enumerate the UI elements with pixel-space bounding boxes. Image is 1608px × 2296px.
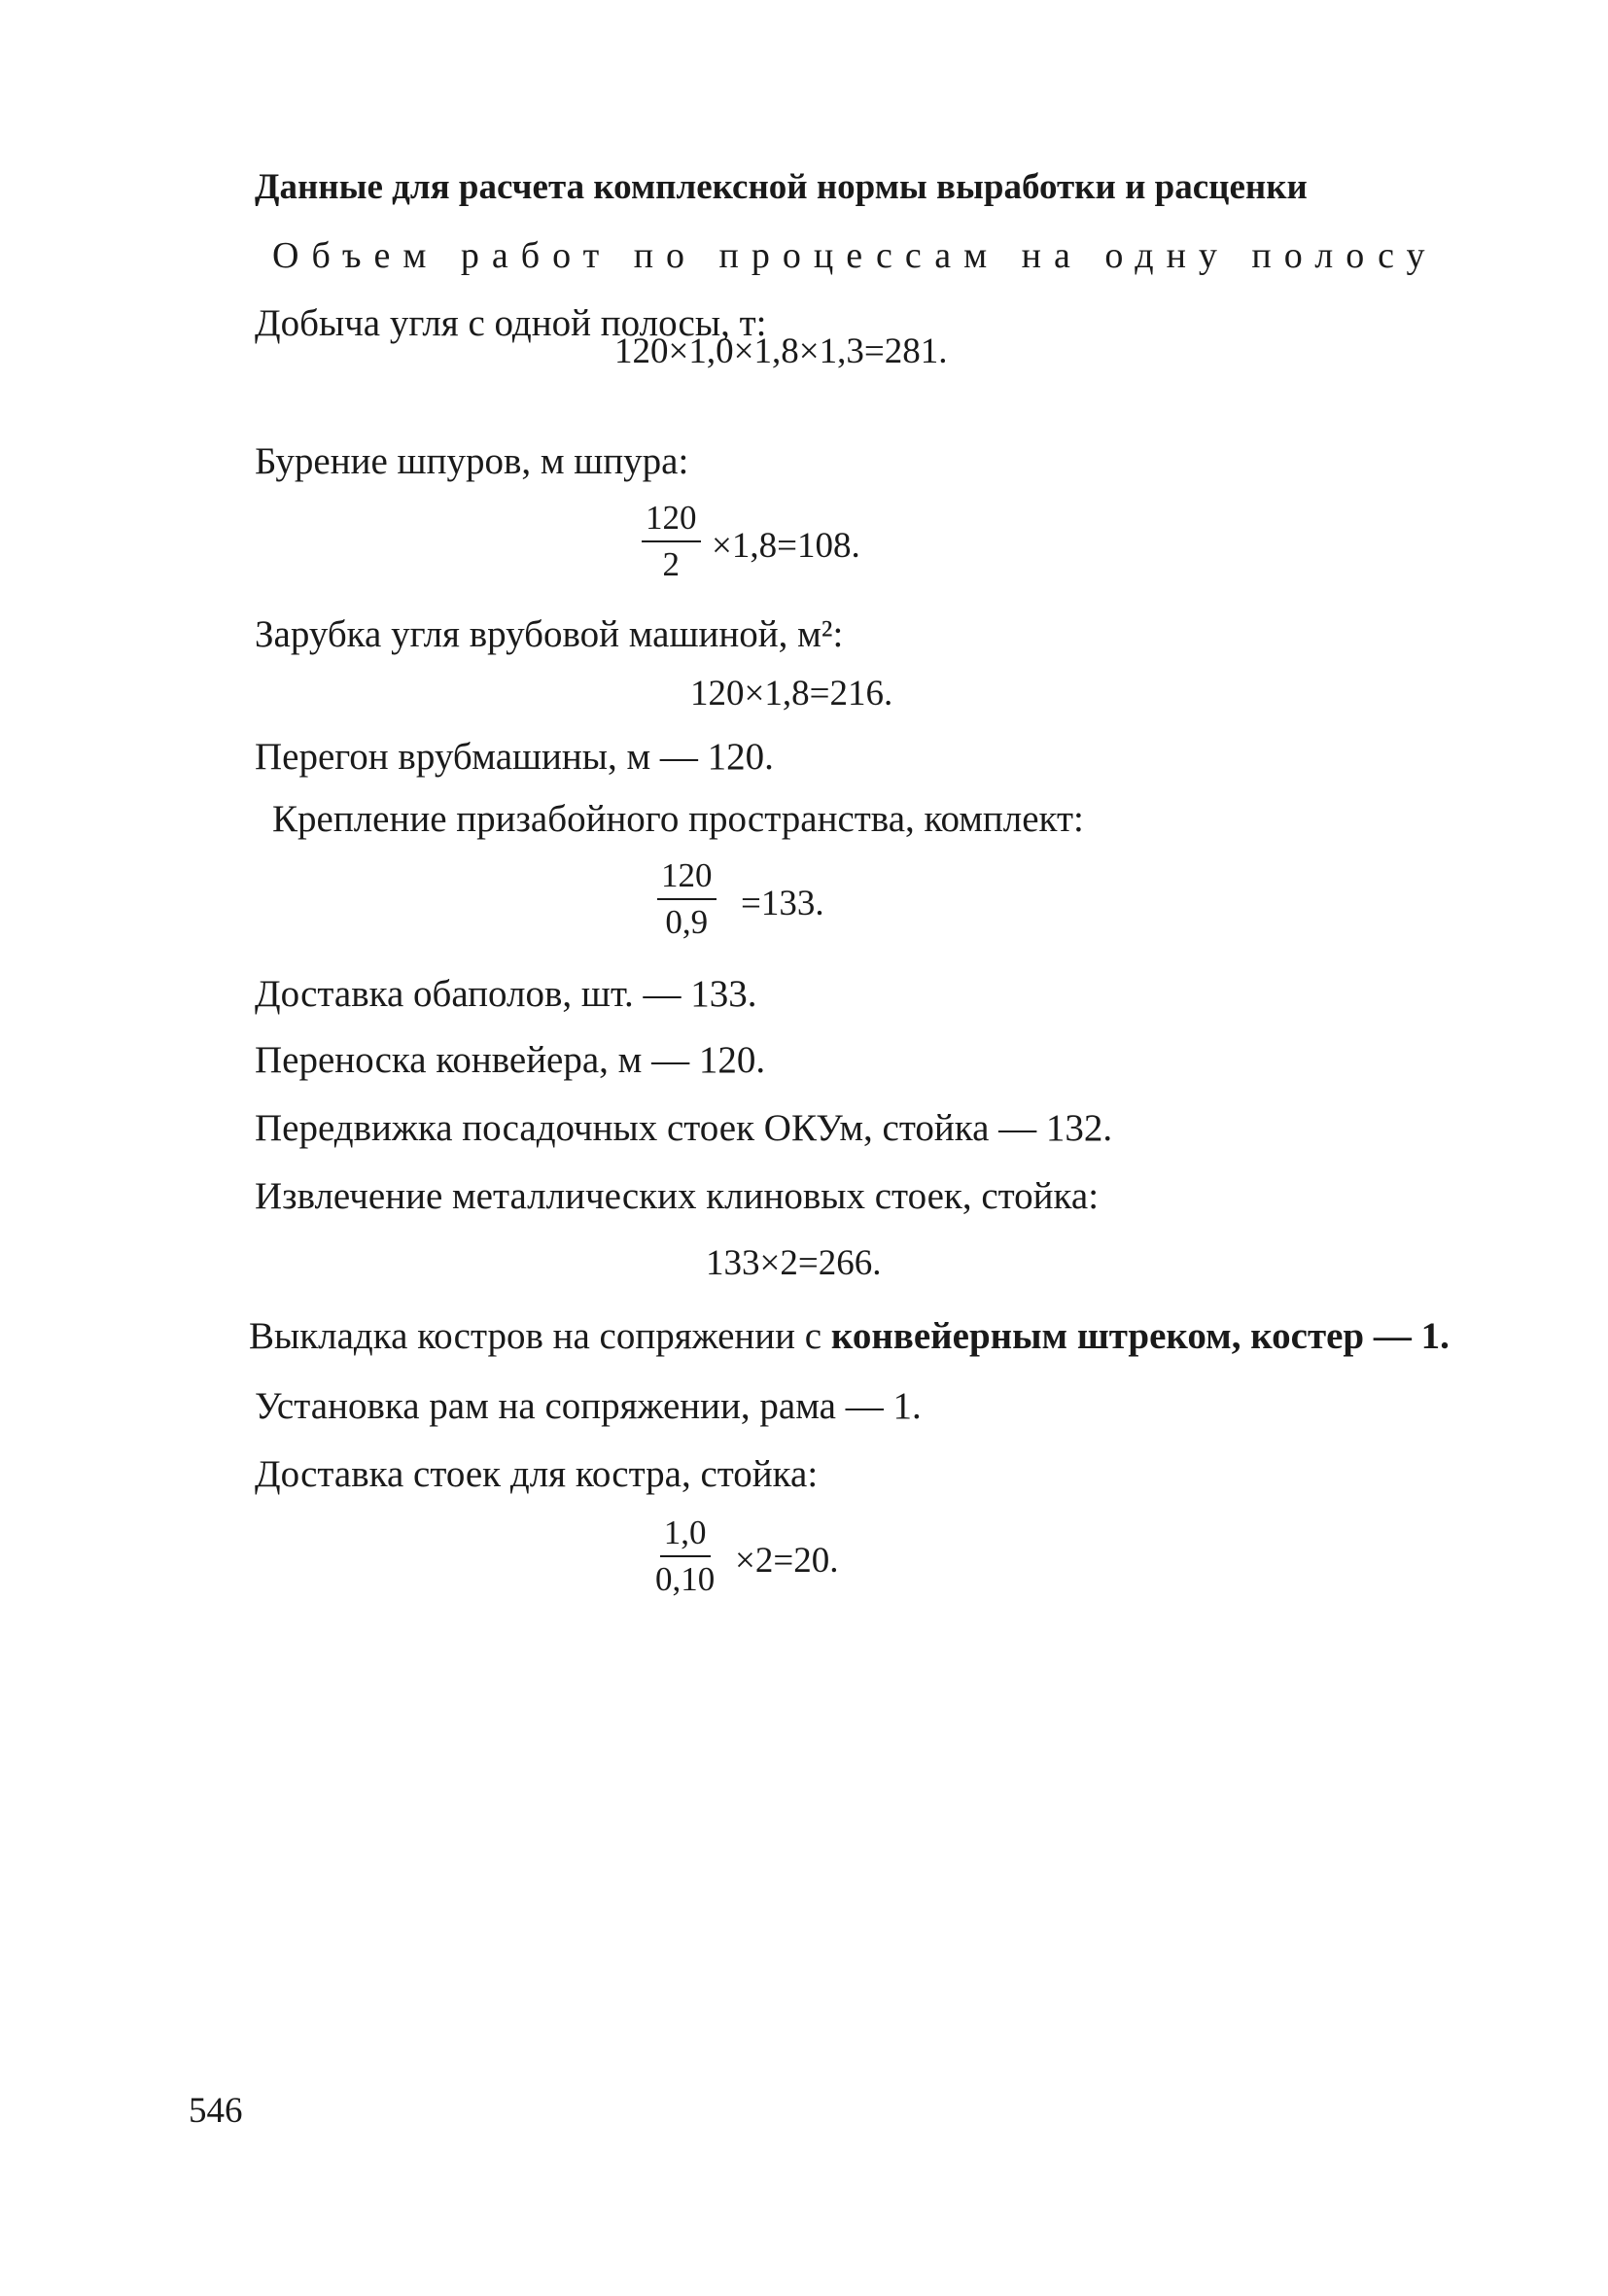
support-fraction — [657, 855, 717, 943]
cribs-line — [249, 1314, 1450, 1359]
props-formula-tail: ×2=20. — [735, 1541, 839, 1581]
cribs-bold-text: конвейерным штреком, костер — 1. — [830, 1315, 1450, 1357]
props-label: Доставка стоек для костра, стойка: — [255, 1453, 819, 1495]
coal-label: Добыча угля с одной полосы, т: — [255, 302, 767, 344]
cut-label: Зарубка угля врубовой машиной, м²: — [255, 613, 844, 655]
planks-line: Доставка обаполов, шт. — 133. — [255, 973, 757, 1015]
coal-formula: 120×1,0×1,8×1,3=281. — [614, 331, 948, 371]
page-number: 546 — [189, 2091, 243, 2131]
support-numerator: 120 — [657, 855, 717, 900]
props-denominator: 0,10 — [655, 1560, 716, 1598]
drill-formula-tail: ×1,8=108. — [712, 526, 860, 566]
extract-formula: 133×2=266. — [706, 1243, 882, 1283]
support-denominator: 0,9 — [665, 903, 709, 941]
drill-numerator: 120 — [642, 498, 701, 542]
section-heading: Данные для расчета комплексной нормы выработки и расценки — [255, 167, 1308, 207]
extract-label: Извлечение металлических клиновых стоек, стойка: — [255, 1175, 1100, 1217]
support-formula-tail: =133. — [741, 884, 824, 923]
okum-line: Передвижка посадочных стоек ОКУм, стойка — 132. — [255, 1107, 1113, 1149]
cut-formula: 120×1,8=216. — [690, 674, 893, 713]
frames-line: Установка рам на сопряжении, рама — 1. — [255, 1385, 922, 1427]
props-numerator: 1,0 — [660, 1513, 711, 1557]
support-label: Крепление призабойного пространства, комплект: — [272, 798, 1084, 840]
conveyor-line: Переноска конвейера, м — 120. — [255, 1039, 766, 1081]
drill-denominator: 2 — [662, 545, 680, 583]
props-fraction — [651, 1513, 718, 1600]
subheading: Объем работ по процессам на одну полосу — [272, 235, 1438, 276]
move-machine-line: Перегон врубмашины, м — 120. — [255, 736, 774, 778]
drill-label: Бурение шпуров, м шпура: — [255, 440, 689, 482]
drill-fraction — [642, 498, 701, 585]
cribs-text: Выкладка костров на сопряжении с — [249, 1315, 831, 1357]
